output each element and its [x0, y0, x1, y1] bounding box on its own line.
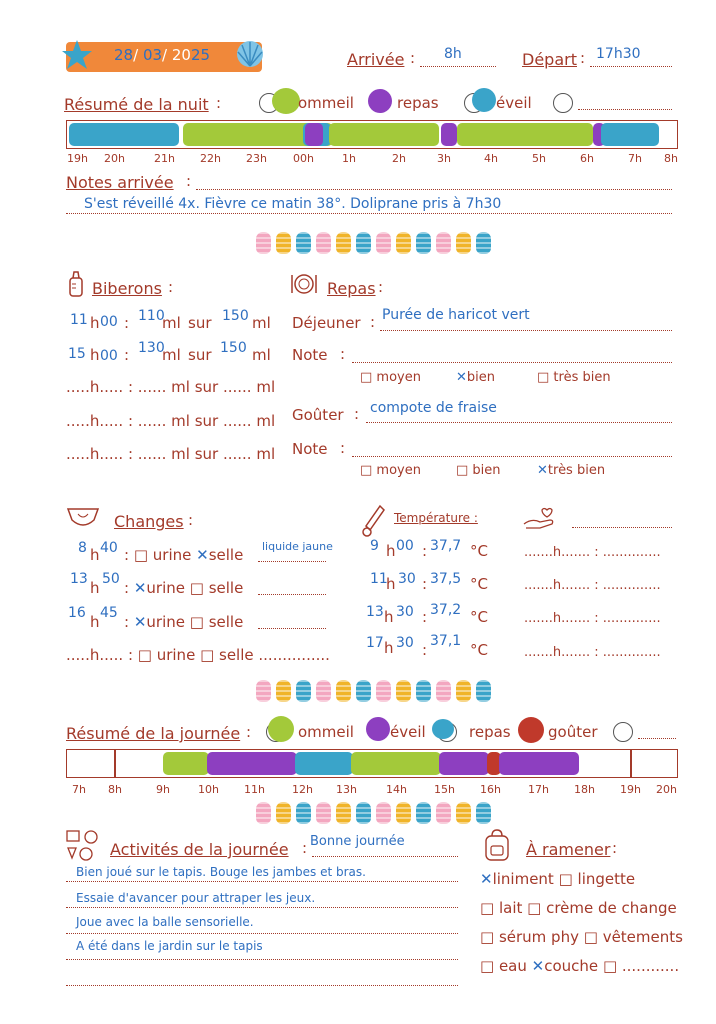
- note-label: Note: [292, 440, 328, 458]
- flipflop-divider: [256, 232, 516, 256]
- bottle-row-empty: .....h..... : ...... ml sur ...... ml: [66, 445, 276, 463]
- activity-line: A été dans le jardin sur le tapis: [76, 939, 263, 953]
- night-summary-title: Résumé de la nuit: [64, 95, 209, 114]
- meal-swatch: [432, 719, 454, 739]
- temp-row: 17 h 30 : 37,1 °C: [366, 633, 488, 659]
- bottle-row-empty: .....h..... : ...... ml sur ...... ml: [66, 412, 276, 430]
- lunch-value: Purée de haricot vert: [382, 307, 530, 323]
- changes-title: Changes: [114, 512, 184, 531]
- activities-title: Activités de la journée: [110, 840, 289, 859]
- bring-title: À ramener: [526, 840, 611, 859]
- wake-swatch: [472, 88, 496, 112]
- rating-moyen[interactable]: □ moyen: [360, 463, 421, 478]
- day-timeline: [66, 749, 678, 778]
- bottle-icon: [66, 270, 86, 302]
- temperature-title: Température :: [394, 511, 478, 525]
- departure-value: 17h30: [596, 46, 641, 62]
- legend-empty: [613, 722, 633, 742]
- lunch-label: Déjeuner: [292, 314, 361, 332]
- medicine-hand-icon: [522, 506, 558, 536]
- bottle-row-empty: .....h..... : ...... ml sur ...... ml: [66, 378, 276, 396]
- plate-icon: [290, 272, 318, 300]
- temp-row: 11 h 30 : 37,5 °C: [370, 571, 488, 593]
- bring-row: □ eau ✕couche □ ............: [480, 957, 680, 975]
- rating-bien[interactable]: □ bien: [456, 463, 501, 478]
- sleep-swatch: [268, 716, 294, 742]
- wake-swatch: [366, 717, 390, 741]
- diaper-icon: [66, 506, 100, 534]
- change-row: 8 h 40 : □ urine ✕selle liquide jaune: [78, 540, 333, 564]
- bottles-title: Biberons: [92, 279, 162, 298]
- backpack-icon: [482, 828, 512, 866]
- activity-line: Bien joué sur le tapis. Bouge les jambes et bras.: [76, 865, 366, 879]
- medicine-row-empty: .......h....... : ..............: [524, 578, 661, 593]
- activities-icon: [64, 828, 100, 866]
- flipflop-divider: [256, 680, 516, 704]
- bottle-row: 15 h 00 : 130 ml sur 150 ml: [68, 340, 271, 364]
- rating-bien[interactable]: ✕bien: [456, 370, 496, 385]
- sleep-swatch: [272, 88, 300, 114]
- bring-row: □ lait □ crème de change: [480, 899, 677, 917]
- bring-row: □ sérum phy □ vêtements: [480, 928, 683, 946]
- arrival-value: 8h: [444, 46, 462, 62]
- day-ticks: 7h 8h 9h 10h 11h 12h 13h 14h 15h 16h 17h 18h 19h 20h: [72, 783, 677, 796]
- medicine-row-empty: .......h....... : ..............: [524, 645, 661, 660]
- activity-line: Essaie d'avancer pour attraper les jeux.: [76, 891, 316, 905]
- medicine-row-empty: .......h....... : ..............: [524, 545, 661, 560]
- activities-summary: Bonne journée: [310, 834, 405, 849]
- note-label: Note: [292, 346, 328, 364]
- arrival-label: Arrivée: [347, 50, 405, 69]
- rating-tres-bien[interactable]: ✕très bien: [537, 463, 606, 478]
- starfish-icon: [60, 38, 94, 76]
- change-row: 16 h 45 : ✕urine □ selle: [68, 605, 244, 631]
- snack-value: compote de fraise: [370, 400, 497, 416]
- rating-moyen[interactable]: □ moyen: [360, 370, 421, 385]
- date-text: 28/ 03/ 2025: [114, 46, 211, 64]
- notes-text: S'est réveillé 4x. Fièvre ce matin 38°. Doliprane pris à 7h30: [84, 196, 502, 212]
- snack-swatch: [518, 717, 544, 743]
- change-row: 13 h 50 : ✕urine □ selle: [70, 571, 244, 597]
- medicine-row-empty: .......h....... : ..............: [524, 611, 661, 626]
- snack-label: Goûter: [292, 406, 344, 424]
- flipflop-divider: [256, 802, 516, 826]
- bring-row: ✕liniment □ lingette: [480, 870, 636, 888]
- departure-label: Départ: [522, 50, 577, 69]
- activity-line: Joue avec la balle sensorielle.: [76, 915, 254, 929]
- meals-title: Repas: [327, 279, 376, 298]
- rating-tres-bien[interactable]: □ très bien: [537, 370, 611, 385]
- meal-swatch: [368, 89, 392, 113]
- bottle-row: 11 h 00 : 110 ml sur 150 ml: [70, 308, 271, 332]
- temp-row: 9 h 00 : 37,7 °C: [370, 538, 488, 560]
- thermometer-icon: [362, 504, 388, 542]
- shell-icon: [234, 38, 266, 74]
- notes-title: Notes arrivée: [66, 173, 174, 192]
- night-ticks: 19h 20h 21h 22h 23h 00h 1h 2h 3h 4h 5h 6h 7h 8h: [67, 152, 678, 165]
- day-summary-title: Résumé de la journée: [66, 724, 241, 743]
- night-timeline: [66, 120, 678, 149]
- temp-row: 13 h 30 : 37,2 °C: [366, 602, 488, 626]
- legend-empty: [553, 93, 573, 113]
- change-row-empty: .....h..... : □ urine □ selle ...............: [66, 646, 330, 664]
